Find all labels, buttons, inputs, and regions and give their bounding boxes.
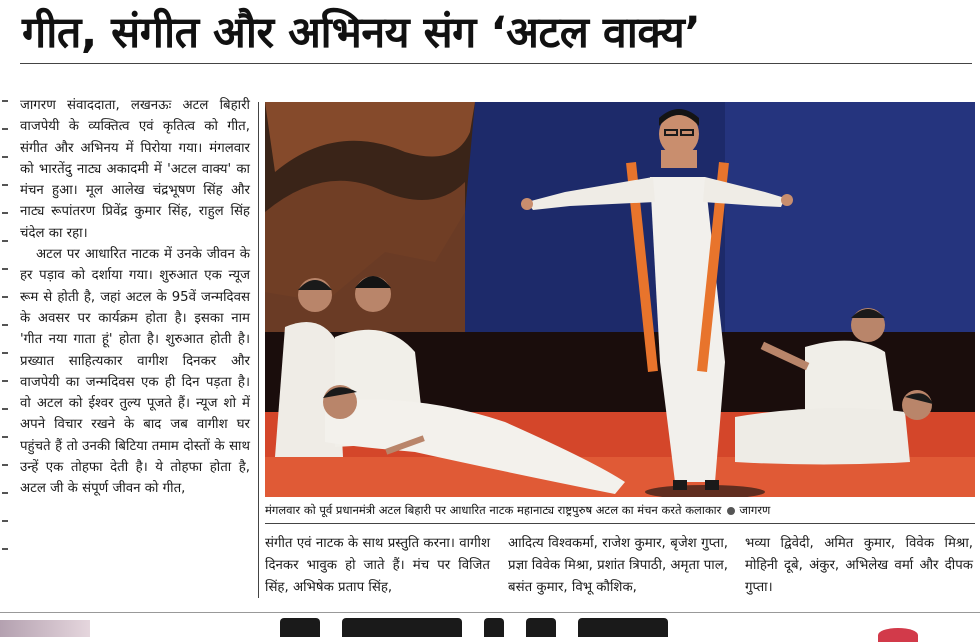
article-paragraph-2: अटल पर आधारित नाटक में उनके जीवन के हर पड़ाव को दर्शाया गया। शुरुआत एक न्यूज रूम से होती है, जहां अटल के 95वें जन्मदिवस के अवसर पर कार्यक्रम होता है। इसका नाम 'गीत नया गाता हूं' होता है। शुरुआत होती है। प्रख्यात साहित्यकार वागीश दिनकर और वाजपेयी का जन्मदिवस एक ही दिन पड़ता है। वो अटल को ईश्वर तुल्य पूजते हैं। न्यूज शो में अपने विचार रखने के बाद जब वागीश घर पहुंचते हैं तो उनकी बिटिया तमाम दोस्तों के साथ उन्हें एक तोहफा देती है। ये तोहफा होता है, अटल जी के संपूर्ण जीवन को गीत, — [20, 247, 250, 497]
article-bottom-column-1 — [265, 533, 490, 599]
article-left-column — [20, 95, 250, 500]
caption-text: मंगलवार को पूर्व प्रधानमंत्री अटल बिहारी पर आधारित नाटक महानाट्य राष्ट्रपुरुष अटल का मंचन करते कलाकार — [265, 503, 722, 517]
bottom-paragraph-2: आदित्य विश्वकर्मा, राजेश कुमार, बृजेश गुप्ता, प्रज्ञा विवेक मिश्रा, प्रशांत त्रिपाठी, अमृता पाल, बसंत कुमार, विभू कौशिक, — [508, 536, 728, 595]
bottom-paragraph-1: संगीत एवं नाटक के साथ प्रस्तुति करना। वागीश दिनकर भावुक हो जाते हैं। मंच पर विजित सिंह, अभिषेक प्रताप सिंह, — [265, 536, 490, 595]
page-fold-rule — [0, 612, 980, 613]
stage-photo — [265, 102, 975, 497]
article-bottom-column-2 — [508, 533, 728, 599]
stage-photo-illustration — [265, 102, 975, 497]
article-paragraph-1: जागरण संवाददाता, लखनऊः अटल बिहारी वाजपेयी के व्यक्तित्व एवं कृतित्व को गीत, संगीत और अभिनय में पिरोया गया। मंगलवार को भारतेंदु नाट्य अकादमी में 'अटल वाक्य' का मंचन हुआ। मूल आलेख चंद्रभूषण सिंह और नाट्य रूपांतरण प्रिवेंद्र कुमार सिंह, राहुल सिंह चंदेल का रहा। — [20, 98, 250, 241]
bottom-paragraph-3: भव्या द्विवेदी, अमित कुमार, विवेक मिश्रा, मोहिनी दूबे, अंकुर, अभिलेख वर्मा और दीपक गुप्ता। — [745, 536, 973, 595]
article-bottom-column-3 — [745, 533, 973, 599]
photo-caption — [265, 500, 975, 520]
caption-rule — [265, 523, 975, 524]
column-divider — [258, 102, 259, 598]
caption-credit: जागरण — [739, 503, 771, 517]
red-logo-fragment — [878, 628, 918, 642]
next-story-thumbnail — [0, 620, 90, 637]
headline-rule — [20, 63, 972, 64]
headline: गीत, संगीत और अभिनय संग ‘अटल वाक्य’ — [22, 8, 701, 58]
next-headline-cutoff — [280, 618, 960, 637]
margin-ticks — [0, 100, 10, 600]
bullet-icon — [727, 507, 735, 515]
